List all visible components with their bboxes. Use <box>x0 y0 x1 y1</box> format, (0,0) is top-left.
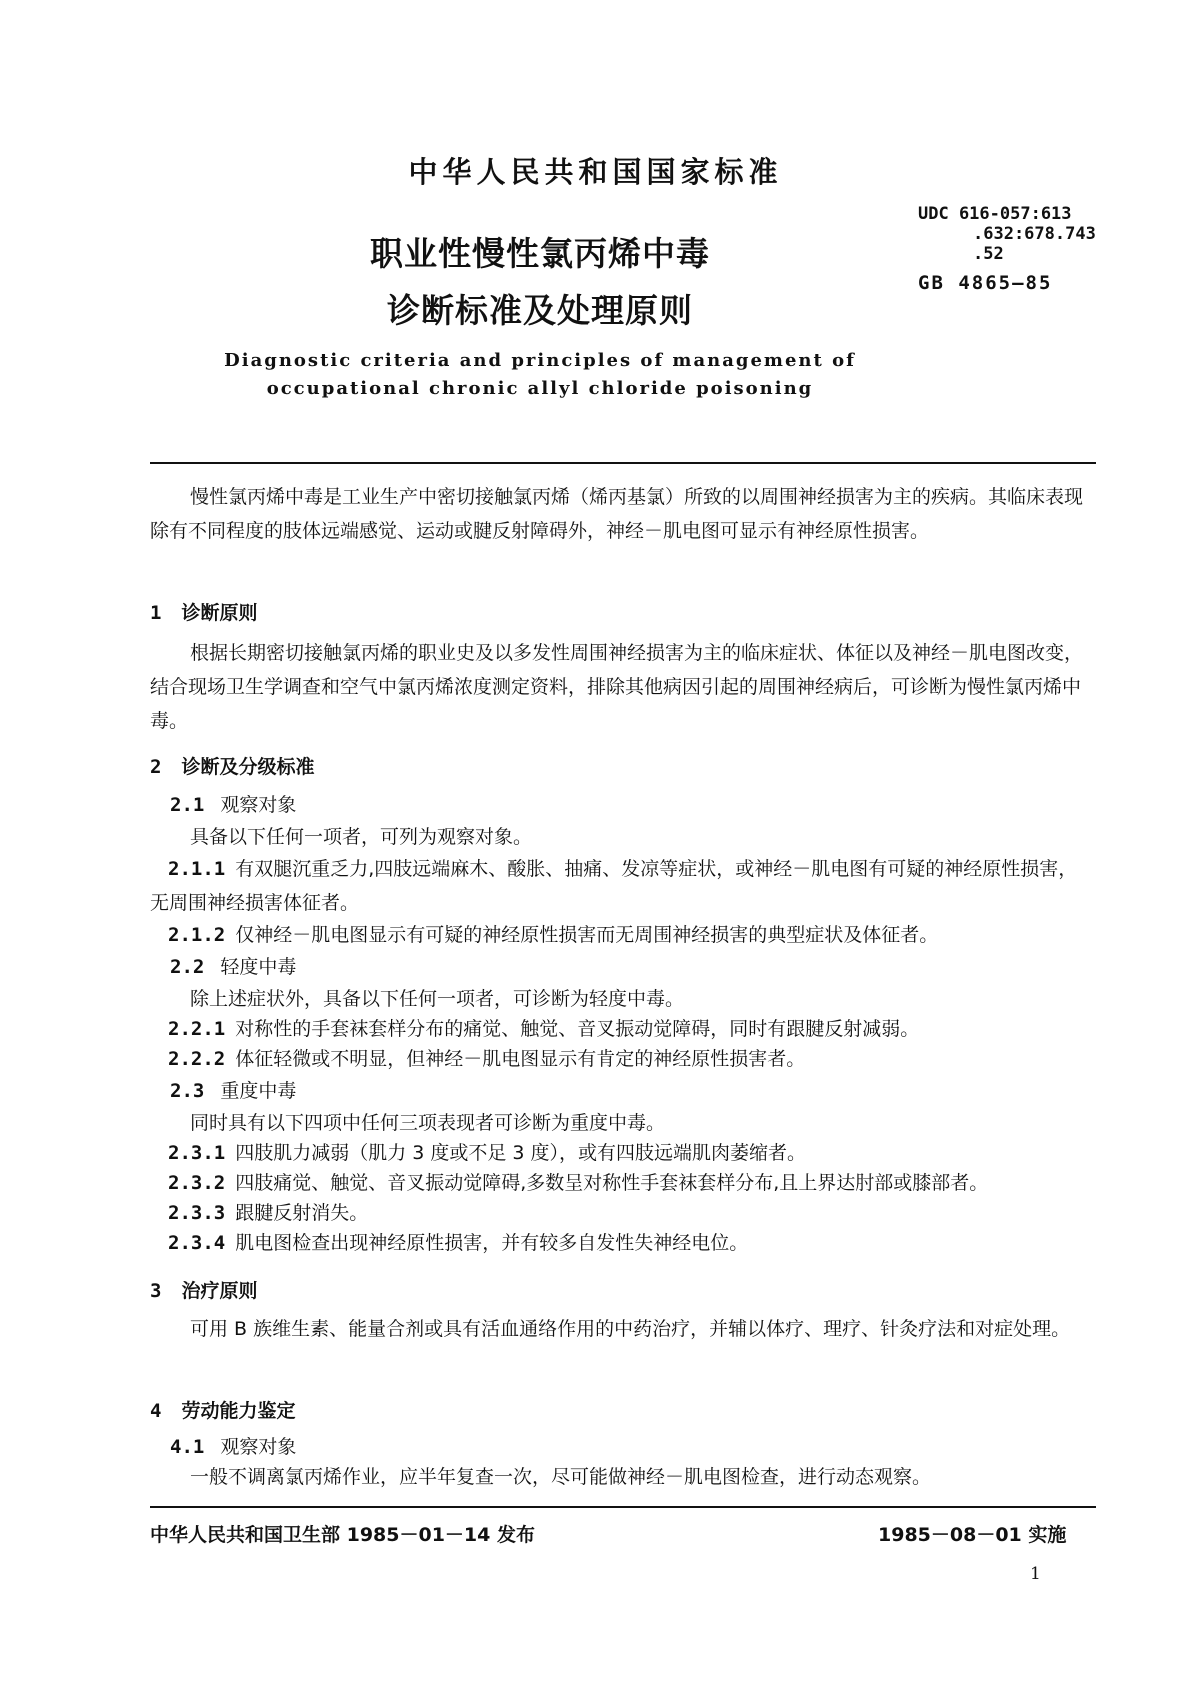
item-number: 2.3.1 <box>168 1142 226 1164</box>
item-number: 2.2.1 <box>168 1018 226 1040</box>
item-2-3-1 <box>150 1136 1090 1170</box>
item-2-1-2 <box>150 918 1090 952</box>
intro-paragraph: 慢性氯丙烯中毒是工业生产中密切接触氯丙烯（烯丙基氯）所致的以周围神经损害为主的疾病。其临床表现除有不同程度的肢体远端感觉、运动或腱反射障碍外，神经－肌电图可显示有神经原性损害。 <box>150 486 1084 542</box>
item-2-3-4 <box>150 1226 1090 1260</box>
section-2-heading <box>150 752 314 779</box>
subsection-title: 轻度中毒 <box>220 956 297 978</box>
section-number: 4 <box>150 1400 162 1422</box>
udc-line-1: UDC 616-057:613 <box>918 204 1072 224</box>
header-divider <box>150 462 1096 464</box>
footer-divider <box>150 1506 1096 1508</box>
title-en-line-2: occupational chronic allyl chloride poisoning <box>266 378 814 399</box>
title-en-line-1: Diagnostic criteria and principles of management of <box>224 350 856 371</box>
item-number: 2.3.2 <box>168 1172 226 1194</box>
subsection-number: 4.1 <box>170 1436 205 1458</box>
item-number: 2.1.1 <box>168 858 226 880</box>
issued-by: 中华人民共和国卫生部 1985－01－14 发布 <box>150 1524 535 1546</box>
item-number: 2.1.2 <box>168 924 226 946</box>
item-text: 对称性的手套袜套样分布的痛觉、触觉、音叉振动觉障碍，同时有跟腱反射减弱。 <box>235 1018 920 1040</box>
standard-type-heading: 中华人民共和国国家标准 <box>408 155 783 189</box>
item-text: 仅神经－肌电图显示有可疑的神经原性损害而无周围神经损害的典型症状及体征者。 <box>235 924 939 946</box>
subsection-title: 观察对象 <box>220 794 297 816</box>
item-text: 肌电图检查出现神经原性损害，并有较多自发性失神经电位。 <box>235 1232 749 1254</box>
subsection-4-1-heading <box>170 1432 296 1459</box>
section-number: 1 <box>150 602 162 624</box>
udc-line-2: .632:678.743 <box>973 224 1096 244</box>
section-3-paragraph: 可用 B 族维生素、能量合剂或具有活血通络作用的中药治疗，并辅以体疗、理疗、针灸疗法和对症处理。 <box>190 1318 1071 1340</box>
item-2-2-2 <box>150 1042 1090 1076</box>
subsection-2-2-lead: 除上述症状外，具备以下任何一项者，可诊断为轻度中毒。 <box>190 988 685 1010</box>
subsection-2-2-heading <box>170 952 296 979</box>
item-text: 有双腿沉重乏力,四肢远端麻木、酸胀、抽痛、发凉等症状，或神经－肌电图有可疑的神经原性损害，无周围神经损害体征者。 <box>150 858 1078 914</box>
item-2-1-1 <box>150 852 1090 920</box>
subsection-number: 2.2 <box>170 956 205 978</box>
section-4-heading <box>150 1396 295 1423</box>
item-text: 体征轻微或不明显，但神经－肌电图显示有肯定的神经原性损害者。 <box>235 1048 806 1070</box>
subsection-number: 2.1 <box>170 794 205 816</box>
subsection-2-3-heading <box>170 1076 296 1103</box>
title-cn-line-2: 诊断标准及处理原则 <box>387 291 693 330</box>
section-number: 2 <box>150 756 162 778</box>
item-2-3-3 <box>150 1196 1090 1230</box>
section-title: 诊断原则 <box>181 602 258 624</box>
page-number: 1 <box>1030 1564 1041 1584</box>
section-1-heading <box>150 598 257 625</box>
subsection-title: 重度中毒 <box>220 1080 297 1102</box>
subsection-number: 2.3 <box>170 1080 205 1102</box>
item-2-3-2 <box>150 1166 1090 1200</box>
section-1-paragraph: 根据长期密切接触氯丙烯的职业史及以多发性周围神经损害为主的临床症状、体征以及神经－肌电图改变，结合现场卫生学调查和空气中氯丙烯浓度测定资料，排除其他病因引起的周围神经病后，可诊断为慢性氯丙烯中毒。 <box>150 642 1084 732</box>
subsection-2-3-lead: 同时具有以下四项中任何三项表现者可诊断为重度中毒。 <box>190 1112 666 1134</box>
section-title: 劳动能力鉴定 <box>181 1400 296 1422</box>
gb-code: GB 4865—85 <box>918 272 1053 294</box>
subsection-4-1-lead: 一般不调离氯丙烯作业，应半年复查一次，尽可能做神经－肌电图检查，进行动态观察。 <box>190 1466 932 1488</box>
section-title: 治疗原则 <box>181 1280 258 1302</box>
section-title: 诊断及分级标准 <box>181 756 315 778</box>
title-cn-line-1: 职业性慢性氯丙烯中毒 <box>370 234 710 273</box>
item-number: 2.2.2 <box>168 1048 226 1070</box>
subsection-2-1-heading <box>170 790 296 817</box>
item-2-2-1 <box>150 1012 1090 1046</box>
item-text: 四肢痛觉、触觉、音叉振动觉障碍,多数呈对称性手套袜套样分布,且上界达肘部或膝部者。 <box>235 1172 989 1194</box>
item-text: 跟腱反射消失。 <box>235 1202 369 1224</box>
section-number: 3 <box>150 1280 162 1302</box>
subsection-2-1-lead: 具备以下任何一项者，可列为观察对象。 <box>190 826 533 848</box>
item-number: 2.3.3 <box>168 1202 226 1224</box>
udc-line-3: .52 <box>973 244 1004 264</box>
effective-date: 1985－08－01 实施 <box>878 1524 1067 1546</box>
section-3-heading <box>150 1276 257 1303</box>
subsection-title: 观察对象 <box>220 1436 297 1458</box>
item-text: 四肢肌力减弱（肌力 3 度或不足 3 度），或有四肢远端肌肉萎缩者。 <box>235 1142 807 1164</box>
item-number: 2.3.4 <box>168 1232 226 1254</box>
